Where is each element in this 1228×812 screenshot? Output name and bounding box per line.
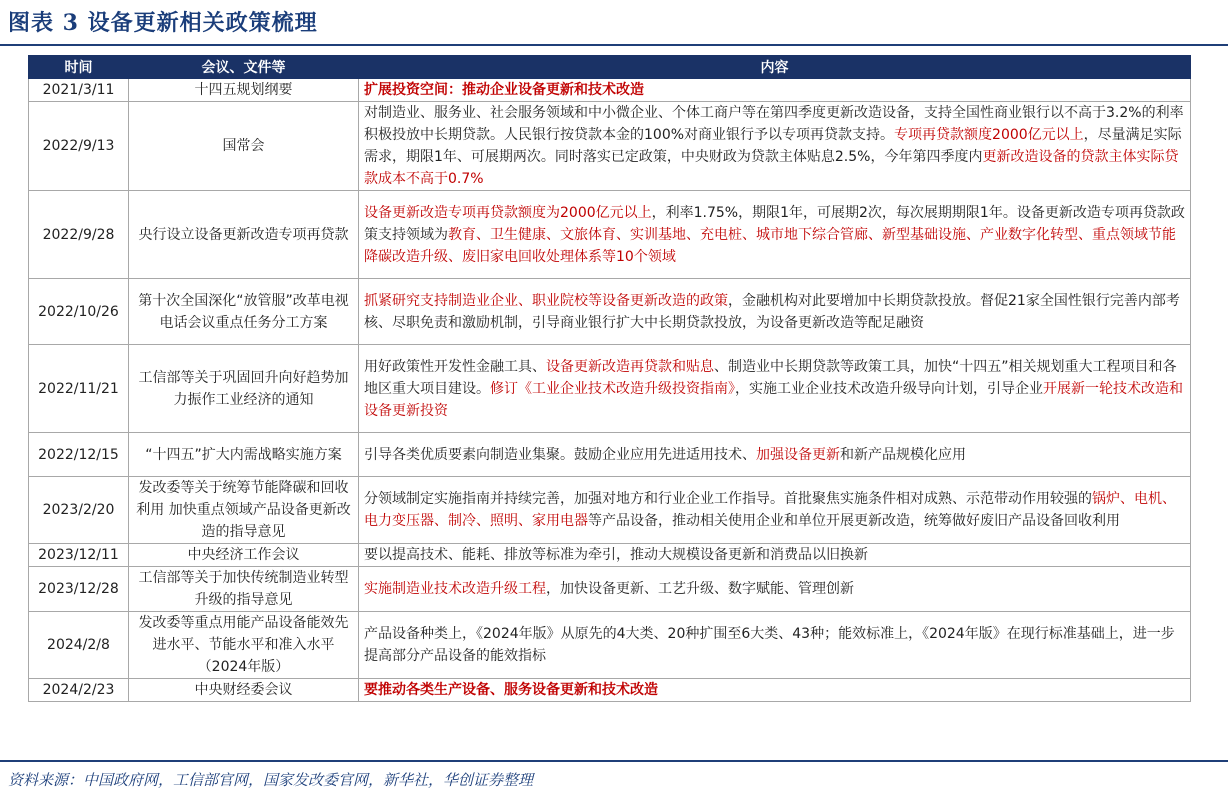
content-text: ，实施工业企业技术改造升级导向计划，引导企业: [735, 380, 1043, 397]
table-header-row: [29, 56, 1191, 79]
header-meeting: 会议、文件等: [129, 56, 359, 79]
table-row: [29, 79, 1191, 102]
content-text: 分领域制定实施指南并持续完善，加强对地方和行业企业工作指导。首批聚焦实施条件相对成熟、示范带动作用较强的: [364, 491, 1092, 507]
content-text: 和新产品规模化应用: [840, 446, 966, 463]
row-meeting: 工信部等关于巩固回升向好趋势加力振作工业经济的通知: [129, 345, 359, 433]
content-text: 产品设备种类上，《2024年版》从原先的4大类、20种扩围至6大类、43种；能效标准上，《2024年版》在现行标准基础上，进一步提高部分产品设备的能效指标: [364, 626, 1175, 664]
figure-title: 图表 3 设备更新相关政策梳理: [8, 10, 318, 36]
source-note: 资料来源：中国政府网，工信部官网，国家发改委官网，新华社，华创证券整理: [8, 771, 534, 789]
row-content: [359, 79, 1191, 102]
row-date: 2023/12/11: [29, 544, 129, 567]
row-meeting: 发改委等关于统筹节能降碳和回收利用 加快重点领域产品设备更新改造的指导意见: [129, 477, 359, 544]
row-meeting: 十四五规划纲要: [129, 79, 359, 102]
content-text: ，利率1.75%，期限1年，可展期2次，每次展期期限1年。设备更新改造专项再贷款政策支持领域为: [364, 204, 1185, 243]
row-meeting: 工信部等关于加快传统制造业转型升级的指导意见: [129, 567, 359, 612]
row-date: 2022/10/26: [29, 279, 129, 345]
row-content: [359, 477, 1191, 544]
row-date: 2022/11/21: [29, 345, 129, 433]
row-date: 2024/2/23: [29, 679, 129, 702]
header-content: 内容: [359, 56, 1191, 79]
content-text: 用好政策性开发性金融工具、: [364, 358, 546, 375]
header-date: 时间: [29, 56, 129, 79]
table-row: [29, 345, 1191, 433]
source-divider: [0, 760, 1228, 762]
content-text: 对制造业、服务业、社会服务领域和中小微企业、个体工商户等在第四季度更新改造设备，支持全国性商业银行以不高于3.2%的利率积极投放中长期贷款。人民银行按贷款本金的100%对商业银行予以专项再贷款支持。: [364, 105, 1184, 143]
table-row: [29, 433, 1191, 477]
content-text: ，金融机构对此要增加中长期贷款投放。督促21家全国性银行完善内部考核、尽职免责和激励机制，引导商业银行扩大中长期贷款投放，为设备更新改造等配足融资: [364, 292, 1180, 331]
row-meeting: 中央经济工作会议: [129, 544, 359, 567]
highlight-text: 设备更新改造再贷款和贴息: [546, 358, 714, 375]
highlight-text: 开展新一轮技术改造和设备更新投资: [364, 380, 1183, 419]
highlight-text: 教育、卫生健康、文旅体育、实训基地、充电桩、城市地下综合管廊、新型基础设施、产业数字化转型、重点领域节能降碳改造升级、废旧家电回收处理体系等10个领域: [364, 226, 1176, 265]
title-divider: [0, 44, 1228, 46]
row-meeting: 国常会: [129, 102, 359, 191]
row-date: 2021/3/11: [29, 79, 129, 102]
row-date: 2022/9/13: [29, 102, 129, 191]
content-text: 、制造业中长期贷款等政策工具，加快“十四五”相关规划重大工程项目和各地区重大项目建设。: [364, 358, 1177, 397]
row-content: [359, 433, 1191, 477]
row-meeting: 中央财经委会议: [129, 679, 359, 702]
highlight-text: 实施制造业技术改造升级工程: [364, 581, 546, 597]
content-text: 要以提高技术、能耗、排放等标准为牵引，推动大规模设备更新和消费品以旧换新: [364, 547, 868, 563]
row-date: 2023/2/20: [29, 477, 129, 544]
row-meeting: 央行设立设备更新改造专项再贷款: [129, 191, 359, 279]
table-row: [29, 191, 1191, 279]
row-content: [359, 279, 1191, 345]
table-row: [29, 102, 1191, 191]
row-content: [359, 102, 1191, 191]
row-date: 2024/2/8: [29, 612, 129, 679]
highlight-text: 加强设备更新: [756, 446, 840, 463]
content-text: 引导各类优质要素向制造业集聚。鼓励企业应用先进适用技术、: [364, 446, 756, 463]
table-row: [29, 477, 1191, 544]
row-date: 2022/12/15: [29, 433, 129, 477]
row-content: [359, 567, 1191, 612]
row-meeting: “十四五”扩大内需战略实施方案: [129, 433, 359, 477]
policy-table: [28, 55, 1191, 702]
row-content: [359, 679, 1191, 702]
highlight-text: 要推动各类生产设备、服务设备更新和技术改造: [364, 682, 658, 698]
table-row: [29, 679, 1191, 702]
highlight-text: 锅炉、电机、电力变压器、制冷、照明、家用电器: [364, 491, 1176, 529]
row-meeting: 发改委等重点用能产品设备能效先进水平、节能水平和准入水平（2024年版）: [129, 612, 359, 679]
highlight-text: 专项再贷款额度2000亿元以上: [894, 127, 1084, 143]
row-date: 2022/9/28: [29, 191, 129, 279]
content-text: ，尽量满足实际需求，期限1年、可展期两次。同时落实已定政策，中央财政为贷款主体贴息2.5%，今年第四季度内: [364, 127, 1182, 165]
table-body: [29, 79, 1191, 702]
row-content: [359, 544, 1191, 567]
highlight-text: 修订《工业企业技术改造升级投资指南》: [490, 380, 735, 397]
table-row: [29, 279, 1191, 345]
row-content: [359, 612, 1191, 679]
highlight-text: 抓紧研究支持制造业企业、职业院校等设备更新改造的政策: [364, 292, 728, 309]
table-row: [29, 544, 1191, 567]
table-row: [29, 567, 1191, 612]
highlight-text: 更新改造设备的贷款主体实际贷款成本不高于0.7%: [364, 149, 1179, 187]
row-content: [359, 191, 1191, 279]
table-row: [29, 612, 1191, 679]
row-date: 2023/12/28: [29, 567, 129, 612]
row-content: [359, 345, 1191, 433]
highlight-text: 设备更新改造专项再贷款额度为2000亿元以上: [364, 204, 652, 221]
highlight-text: 扩展投资空间：推动企业设备更新和技术改造: [364, 82, 644, 98]
row-meeting: 第十次全国深化“放管服”改革电视电话会议重点任务分工方案: [129, 279, 359, 345]
content-text: 等产品设备，推动相关使用企业和单位开展更新改造，统筹做好废旧产品设备回收利用: [588, 513, 1120, 529]
content-text: ，加快设备更新、工艺升级、数字赋能、管理创新: [546, 581, 854, 597]
